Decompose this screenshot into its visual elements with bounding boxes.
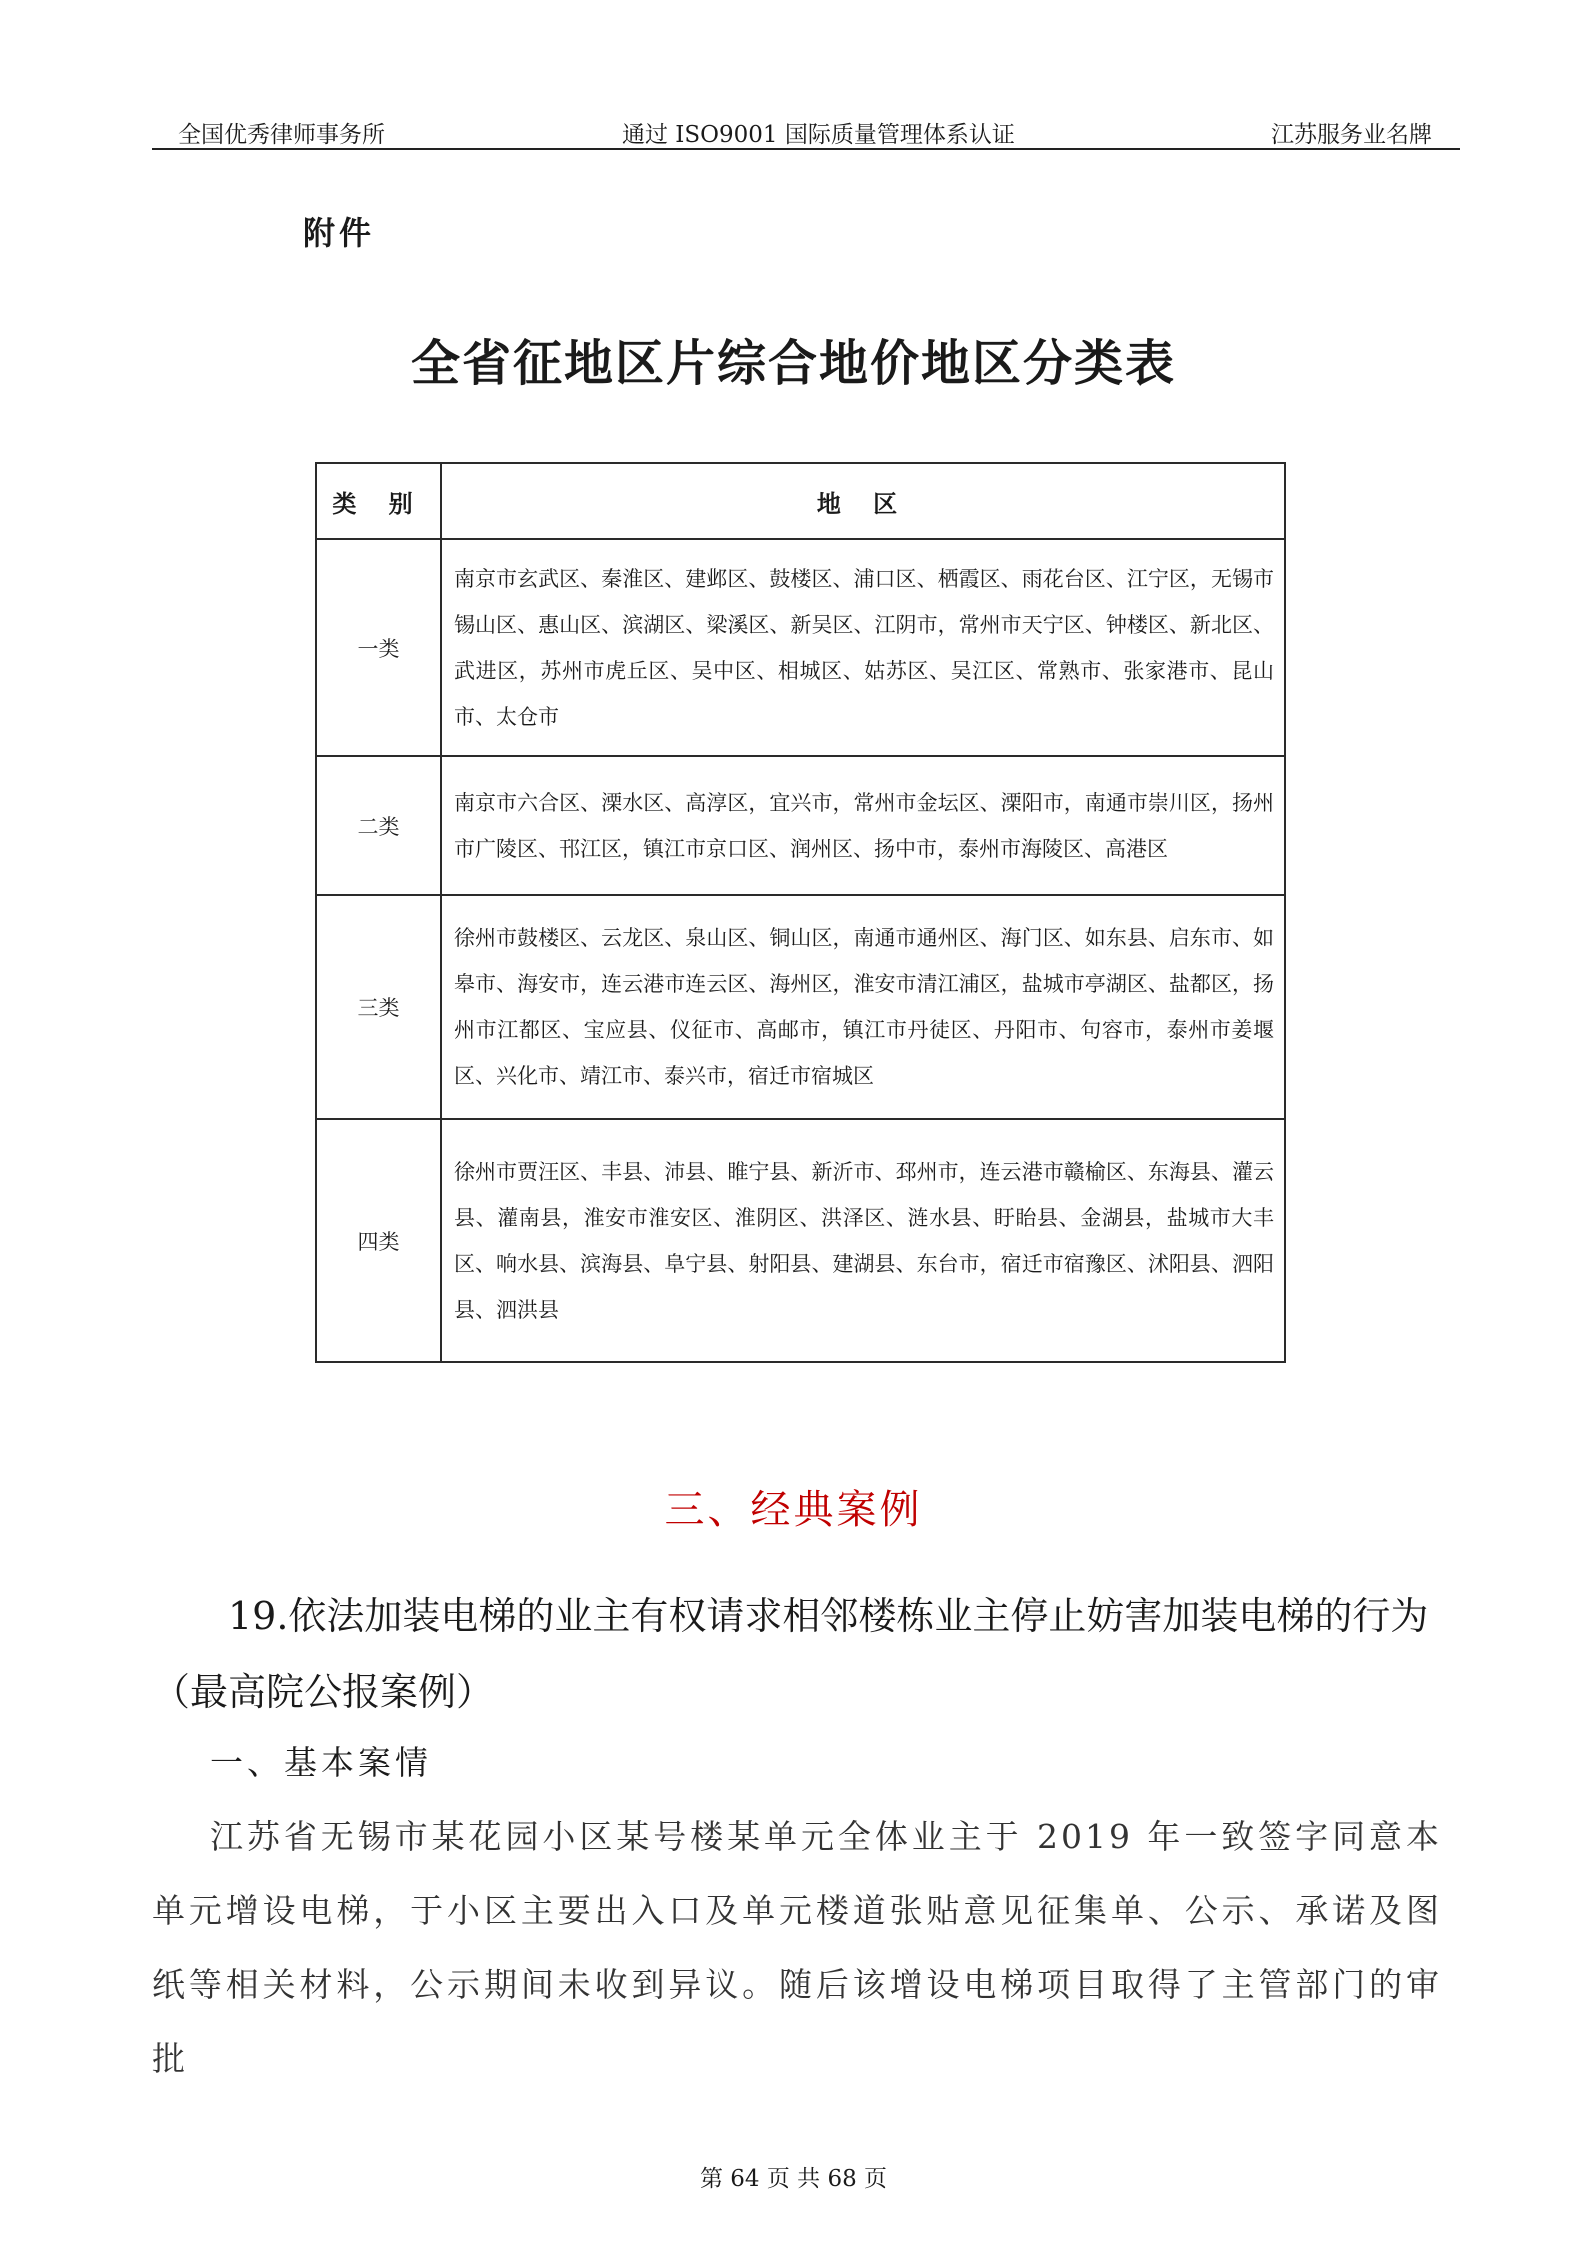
table-row — [316, 895, 1285, 1119]
category-cell: 一类 — [316, 539, 441, 756]
header-right: 江苏服务业名牌 — [1271, 122, 1432, 148]
header-left: 全国优秀律师事务所 — [178, 122, 385, 148]
category-cell: 三类 — [316, 895, 441, 1119]
areas-cell: 徐州市贾汪区、丰县、沛县、睢宁县、新沂市、邳州市，连云港市赣榆区、东海县、灌云县、灌南县，淮安市淮安区、淮阴区、洪泽区、涟水县、盱眙县、金湖县，盐城市大丰区、响水县、滨海县、阜宁县、射阳县、建湖县、东台市，宿迁市宿豫区、沭阳县、泗阳县、泗洪县 — [441, 1119, 1285, 1362]
section-title: 三、经典案例 — [664, 1487, 923, 1533]
areas-cell: 南京市玄武区、秦淮区、建邺区、鼓楼区、浦口区、栖霞区、雨花台区、江宁区，无锡市锡山区、惠山区、滨湖区、梁溪区、新吴区、江阴市，常州市天宁区、钟楼区、新北区、武进区，苏州市虎丘区、吴中区、相城区、姑苏区、吴江区、常熟市、张家港市、昆山市、太仓市 — [441, 539, 1285, 756]
category-cell: 四类 — [316, 1119, 441, 1362]
case-title: 19.依法加装电梯的业主有权请求相邻楼栋业主停止妨害加装电梯的行为（最高院公报案例） — [152, 1594, 1429, 1714]
classification-table — [315, 462, 1286, 1363]
table-row — [316, 539, 1285, 756]
table-row — [316, 756, 1285, 895]
column-header-category: 类 别 — [316, 463, 441, 539]
table-row — [316, 1119, 1285, 1362]
page-header — [152, 112, 1460, 150]
column-header-areas: 地 区 — [441, 463, 1285, 539]
category-cell: 二类 — [316, 756, 441, 895]
table-title: 全省征地区片综合地价地区分类表 — [410, 334, 1176, 392]
areas-cell: 徐州市鼓楼区、云龙区、泉山区、铜山区，南通市通州区、海门区、如东县、启东市、如皋市、海安市，连云港市连云区、海州区，淮安市清江浦区，盐城市亭湖区、盐都区，扬州市江都区、宝应县、仪征市、高邮市，镇江市丹徒区、丹阳市、句容市，泰州市姜堰区、兴化市、靖江市、泰兴市，宿迁市宿城区 — [441, 895, 1285, 1119]
header-middle: 通过 ISO9001 国际质量管理体系认证 — [622, 122, 1015, 148]
areas-cell: 南京市六合区、溧水区、高淳区，宜兴市，常州市金坛区、溧阳市，南通市崇川区，扬州市广陵区、邗江区，镇江市京口区、润州区、扬中市，泰州市海陵区、高港区 — [441, 756, 1285, 895]
body-paragraph: 江苏省无锡市某花园小区某号楼某单元全体业主于 2019 年一致签字同意本单元增设电梯，于小区主要出入口及单元楼道张贴意见征集单、公示、承诺及图纸等相关材料，公示期间未收到异议。随后该增设电梯项目取得了主管部门的审批 — [152, 1817, 1442, 2078]
subheading: 一、基本案情 — [210, 1743, 432, 1782]
table-header-row — [316, 463, 1285, 539]
page-footer: 第 64 页 共 68 页 — [699, 2166, 888, 2192]
attachment-label: 附件 — [303, 214, 376, 252]
